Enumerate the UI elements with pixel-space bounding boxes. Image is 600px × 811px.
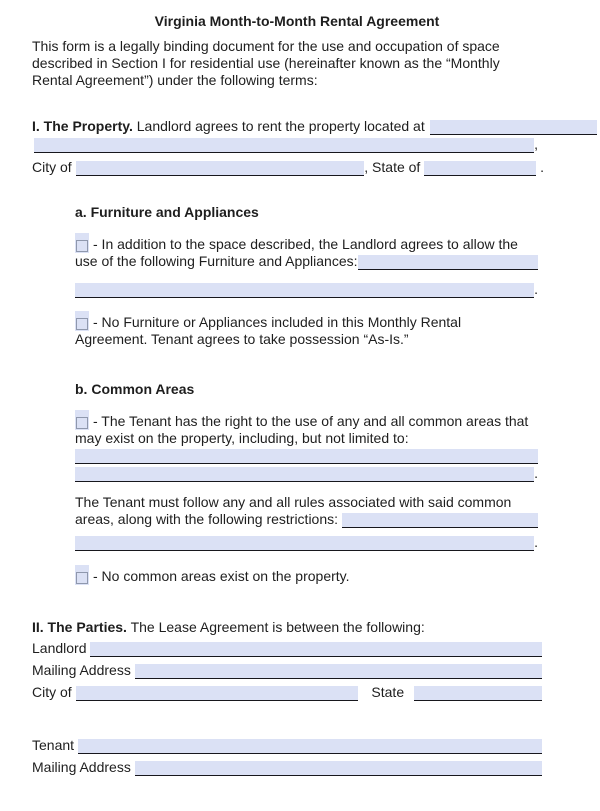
property-address-field[interactable] <box>430 120 597 135</box>
after-address-comma: , <box>534 136 538 152</box>
tenant-label: Tenant <box>32 737 78 753</box>
common-use-checkbox[interactable] <box>75 410 89 430</box>
landlord-label: Landlord <box>32 640 91 656</box>
checkbox-icon <box>76 318 88 330</box>
furniture-include-option-line1 <box>75 236 538 253</box>
furniture-none-text1: - No Furniture or Appliances included in this Monthly Rental <box>93 314 462 330</box>
section-property-heading: I. The Property. <box>32 118 133 134</box>
common-areas-field-line2[interactable] <box>75 467 534 482</box>
restrictions-after-period: . <box>534 534 538 550</box>
furniture-none-text2: Agreement. Tenant agrees to take possession “As-Is.” <box>75 331 409 347</box>
furniture-include-option-line2 <box>75 253 538 270</box>
property-city-field[interactable] <box>76 161 365 176</box>
section-property-heading-line <box>32 118 597 135</box>
section-parties-heading: II. The Parties. <box>32 619 127 635</box>
furniture-heading: a. Furniture and Appliances <box>75 204 259 220</box>
landlord-state-field[interactable] <box>414 686 542 701</box>
common-use-option-line1 <box>75 413 538 430</box>
section-property-lead: Landlord agrees to rent the property located at <box>132 118 425 134</box>
furniture-include-text1: - In addition to the space described, the Landlord agrees to allow the <box>93 236 518 252</box>
restrictions-field[interactable] <box>342 513 538 528</box>
landlord-city-field[interactable] <box>76 686 358 701</box>
rules-text2: areas, along with the following restrictions: <box>75 511 342 527</box>
common-areas-field[interactable] <box>75 449 538 464</box>
furniture-none-option-line1 <box>75 314 538 331</box>
tenant-mailing-row <box>32 759 542 776</box>
city-of-label: City of <box>32 684 76 700</box>
city-of-label: City of <box>32 159 76 175</box>
common-none-option-line <box>75 568 538 585</box>
common-areas-after-period: . <box>534 465 538 481</box>
tenant-name-field[interactable] <box>78 739 542 754</box>
checkbox-icon <box>76 417 88 429</box>
common-areas-field-row2 <box>75 465 538 482</box>
common-areas-heading: b. Common Areas <box>75 381 195 397</box>
mailing-address-label: Mailing Address <box>32 662 135 678</box>
property-state-field[interactable] <box>424 161 536 176</box>
common-use-text1: - The Tenant has the right to the use of any and all common areas that <box>93 413 529 429</box>
after-state-period: . <box>536 159 544 175</box>
state-of-label: , State of <box>364 159 425 175</box>
restrictions-field-row2 <box>75 534 538 551</box>
checkbox-icon <box>76 240 88 252</box>
rules-line2-row <box>75 511 538 528</box>
furniture-after-period: . <box>534 281 538 297</box>
landlord-mailing-field[interactable] <box>135 664 542 679</box>
landlord-mailing-row <box>32 662 542 679</box>
furniture-field[interactable] <box>358 255 538 270</box>
state-label: State <box>367 684 408 700</box>
mailing-address-label: Mailing Address <box>32 759 135 775</box>
section-parties-heading-line <box>32 619 538 636</box>
furniture-field-line2[interactable] <box>75 283 534 298</box>
tenant-mailing-field[interactable] <box>135 761 542 776</box>
intro-line: described in Section I for residential use (hereinafter known as the “Monthly <box>32 55 500 71</box>
intro-line: This form is a legally binding document for the use and occupation of space <box>32 38 500 54</box>
intro-line: Rental Agreement”) under the following terms: <box>32 72 318 88</box>
page-title: Virginia Month-to-Month Rental Agreement <box>154 13 440 29</box>
rules-text1: The Tenant must follow any and all rules associated with said common <box>75 494 512 510</box>
tenant-row <box>32 737 542 754</box>
furniture-none-checkbox[interactable] <box>75 311 89 331</box>
restrictions-field-line2[interactable] <box>75 536 534 551</box>
property-address-line2 <box>34 136 538 153</box>
common-use-text2: may exist on the property, including, but not limited to: <box>75 430 409 446</box>
furniture-include-text2: use of the following Furniture and Appliances: <box>75 253 358 269</box>
property-city-state-line <box>32 159 544 176</box>
section-parties-lead: The Lease Agreement is between the following: <box>126 619 425 635</box>
common-none-checkbox[interactable] <box>75 565 89 585</box>
landlord-row <box>32 640 542 657</box>
furniture-include-checkbox[interactable] <box>75 233 89 253</box>
property-address-field-line2[interactable] <box>34 138 534 153</box>
landlord-city-state-row <box>32 684 542 701</box>
intro-paragraph <box>32 38 538 89</box>
common-none-text: - No common areas exist on the property. <box>93 568 350 584</box>
furniture-field-line2-row <box>75 281 538 298</box>
checkbox-icon <box>76 572 88 584</box>
landlord-name-field[interactable] <box>90 642 542 657</box>
common-areas-field-row1 <box>75 449 538 464</box>
